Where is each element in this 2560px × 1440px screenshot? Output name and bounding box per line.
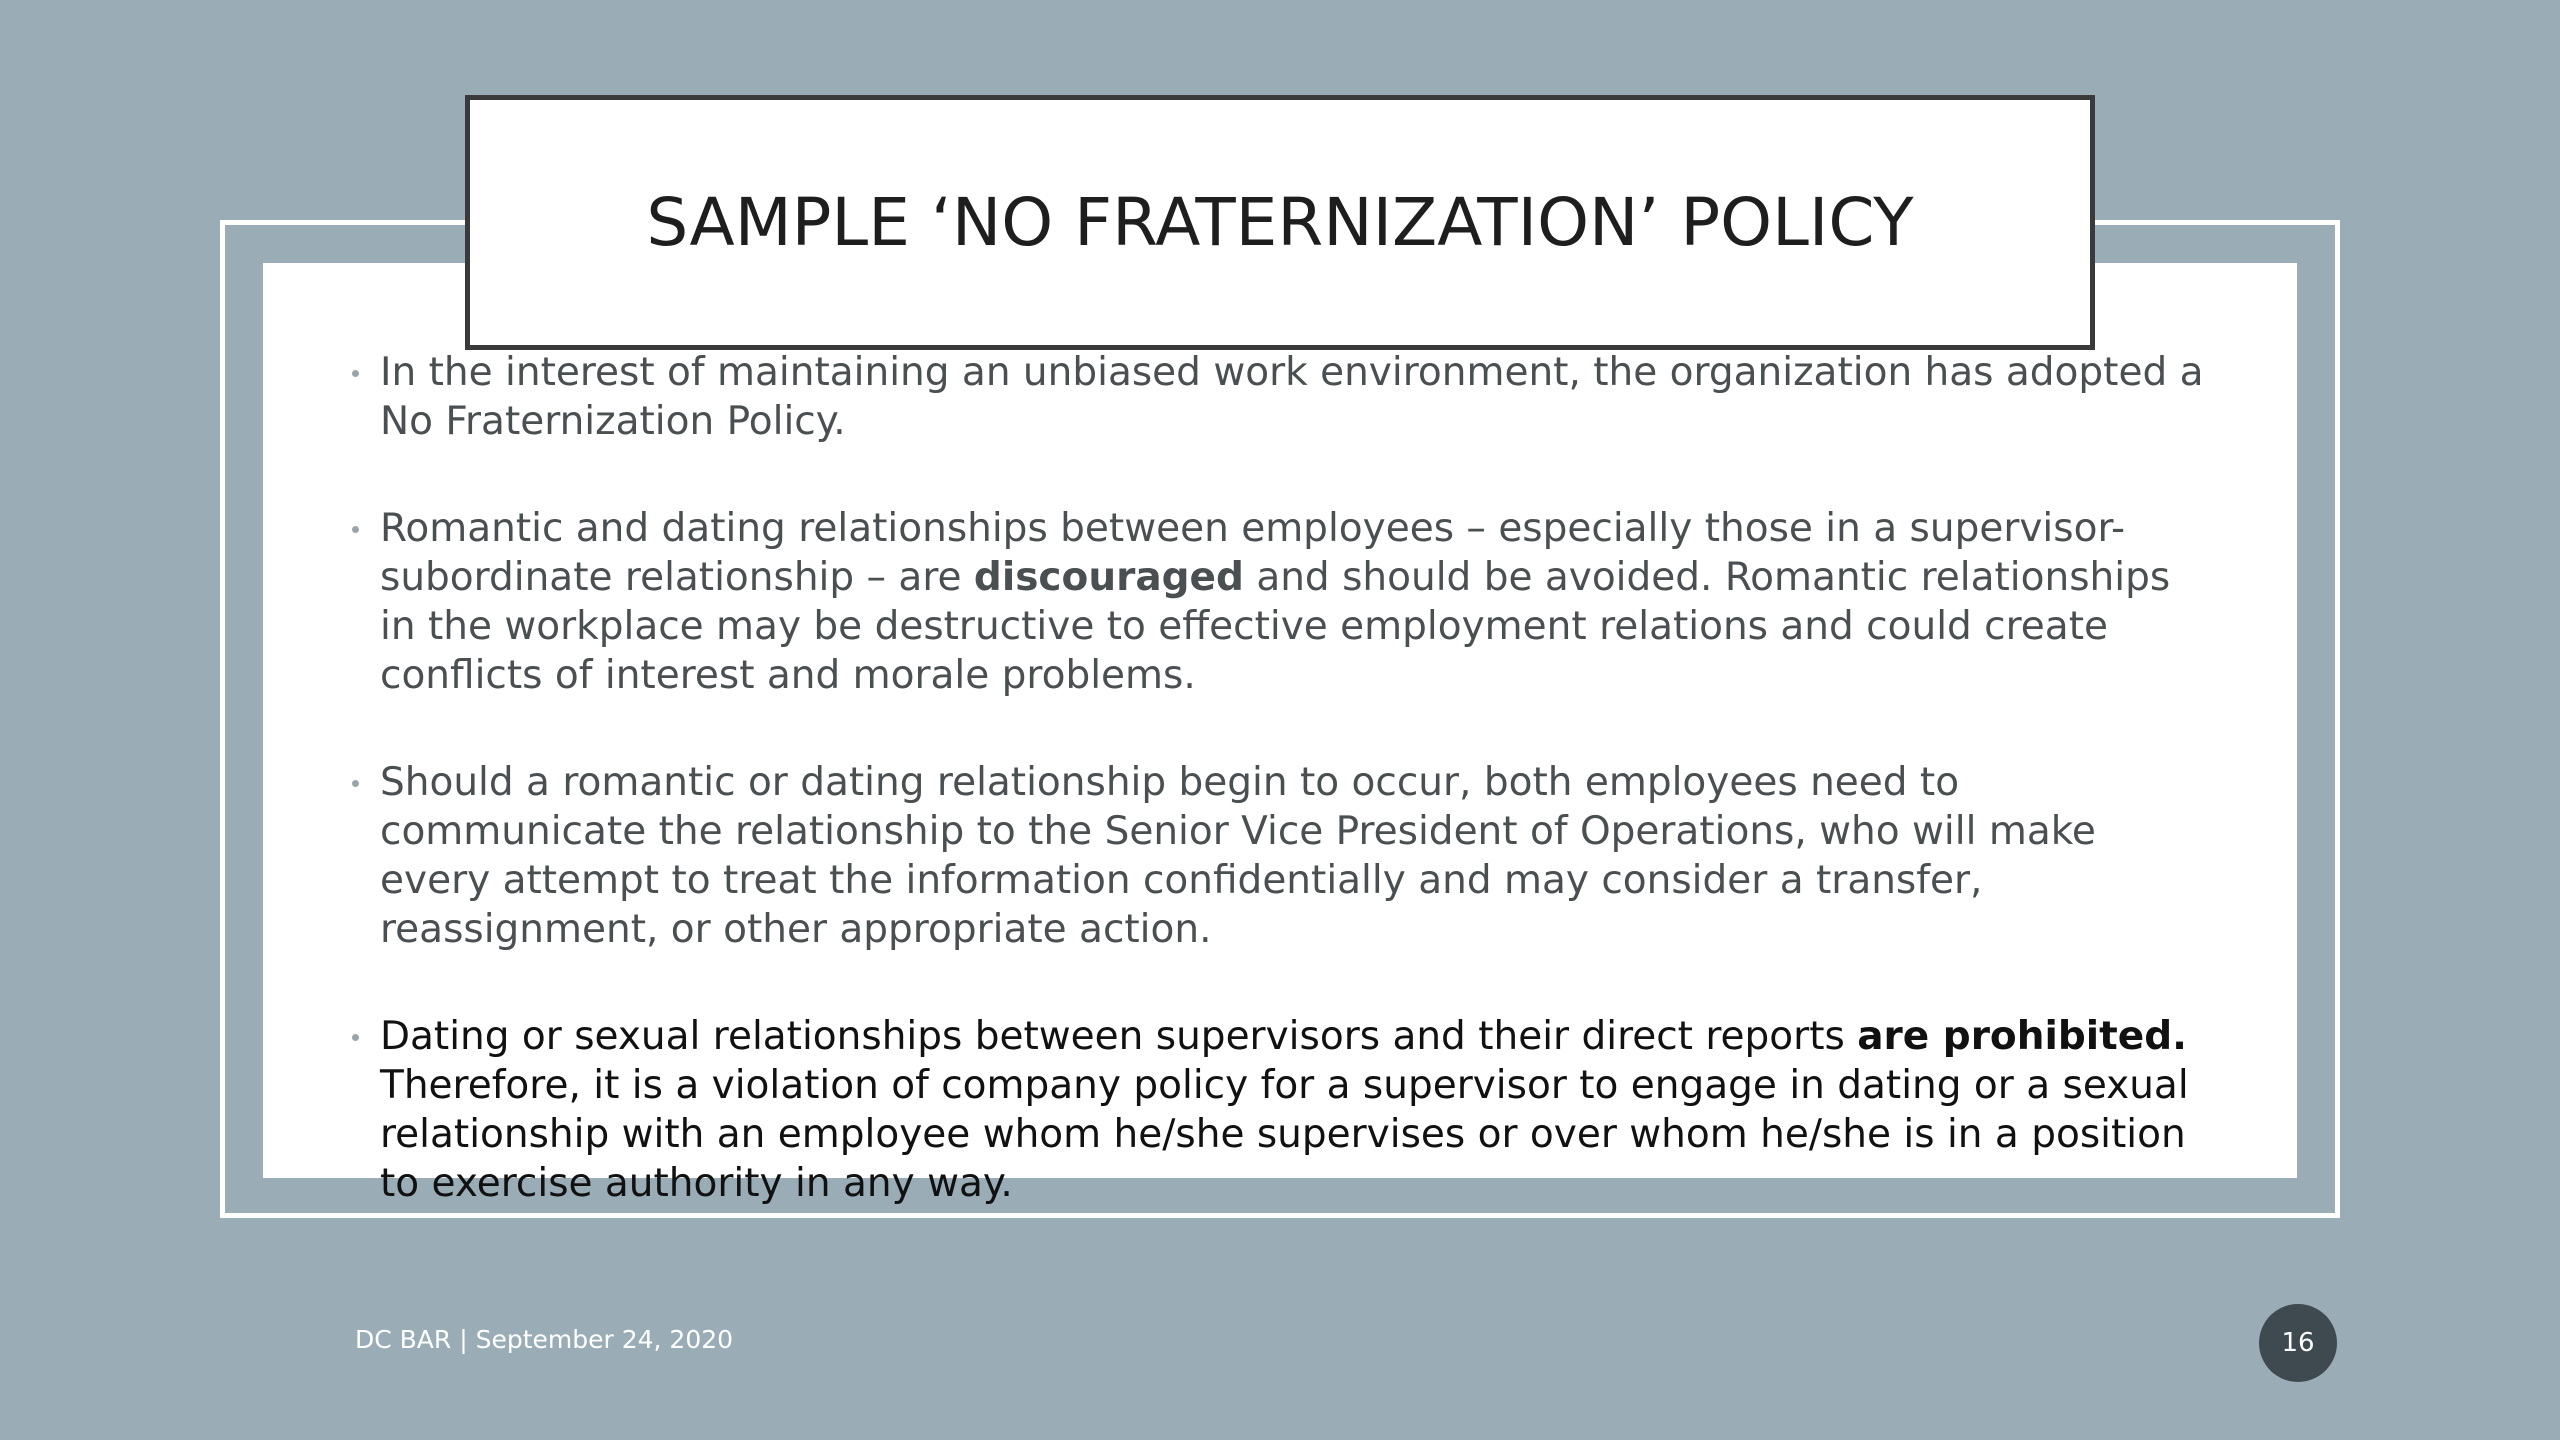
bullet-text: In the interest of maintaining an unbiased work environment, the organization has adopted a No Fraternization Policy. xyxy=(380,350,2204,444)
bullet-text: Dating or sexual relationships between supervisors and their direct reports xyxy=(380,1014,1858,1059)
page-number-badge: 16 xyxy=(2259,1304,2337,1382)
bullet-list xyxy=(352,348,2212,1266)
bullet-dot-icon xyxy=(352,526,359,533)
bullet-emphasis: are prohibited. xyxy=(1857,1014,2187,1059)
bullet-text: and should be avoided. Romantic relationships in the workplace may be destructive to effective employment relations and could create conflicts of interest and morale problems. xyxy=(380,555,2171,698)
slide-title: SAMPLE ‘NO FRATERNIZATION’ POLICY xyxy=(646,184,1914,261)
bullet-emphasis: discouraged xyxy=(973,555,1244,600)
title-box xyxy=(465,95,2095,350)
bullet-dot-icon xyxy=(352,1034,359,1041)
bullet-item xyxy=(352,758,2212,954)
bullet-text: Therefore, it is a violation of company policy for a supervisor to engage in dating or a sexual relationship with an employee whom he/she supervises or over whom he/she is in a position to exercise authority in any way. xyxy=(380,1063,2189,1206)
bullet-item xyxy=(352,504,2212,700)
bullet-item xyxy=(352,1012,2212,1208)
slide-footer: DC BAR | September 24, 2020 xyxy=(355,1325,734,1354)
bullet-dot-icon xyxy=(352,370,359,377)
bullet-dot-icon xyxy=(352,780,359,787)
bullet-text: Romantic and dating relationships between employees – especially those in a supervisor-subordinate relationship – are xyxy=(380,506,2126,600)
bullet-text: Should a romantic or dating relationship begin to occur, both employees need to communicate the relationship to the Senior Vice President of Operations, who will make every attempt to treat the information confidentially and may consider a transfer, reassignment, or other appropriate action. xyxy=(380,760,2096,952)
bullet-item xyxy=(352,348,2212,446)
